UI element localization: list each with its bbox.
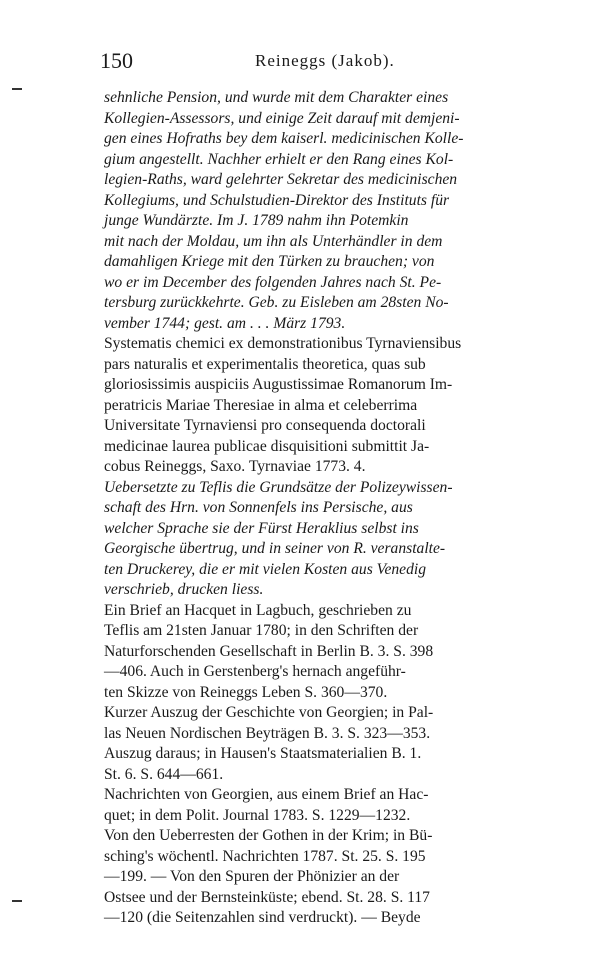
entry-line: Universitate Tyrnaviensi pro consequenda doctorali — [104, 417, 426, 434]
entry-line: sching's wöchentl. Nachrichten 1787. St. 25. S. 195 — [104, 847, 426, 865]
entry-line: schaft des Hrn. von Sonnenfels ins Persische, aus — [104, 499, 413, 516]
entry-line: peratricis Mariae Theresiae in alma et celeberrima — [104, 396, 418, 414]
text-line: Kollegiums, und Schulstudien-Direktor des Instituts für — [104, 191, 450, 209]
page-body — [104, 88, 560, 929]
text-line: tersburg zurückkehrte. Geb. zu Eisleben am 28sten No- — [104, 294, 449, 311]
entry-line: Von den Ueberresten der Gothen in der Krim; in Bü- — [104, 827, 433, 844]
text-line: legien-Raths, ward gelehrter Sekretar des medicinischen — [104, 171, 458, 188]
entry-line: —199. — Von den Spuren der Phönizier an der — [104, 868, 400, 885]
entry-line: Georgische übertrug, und in seiner von R. veranstalte- — [104, 540, 446, 557]
text-line: gen eines Hofraths bey dem kaiserl. medicinischen Kolle- — [104, 130, 464, 147]
text-line: gium angestellt. Nachher erhielt er den Rang eines Kol- — [104, 150, 454, 168]
entry-line: St. 6. S. 644—661. — [104, 765, 224, 783]
entry-line: Teflis am 21sten Januar 1780; in den Schriften der — [104, 622, 419, 639]
entry-line: quet; in dem Polit. Journal 1783. S. 1229—1232. — [104, 806, 411, 824]
entry-line: Ostsee und der Bernsteinküste; ebend. St. 28. S. 117 — [104, 888, 430, 906]
biography-continuation — [104, 88, 560, 334]
text-line: Kollegien-Assessors, und einige Zeit darauf mit demjeni- — [104, 109, 460, 127]
bibliography-entry — [104, 478, 560, 601]
text-line: wo er im December des folgenden Jahres nach St. Pe- — [104, 273, 442, 291]
bibliography-entry — [104, 601, 560, 704]
entry-line: Ein Brief an Hacquet in Lagbuch, geschrieben zu — [104, 601, 412, 619]
entry-line: —406. Auch in Gerstenberg's hernach angeführ- — [104, 663, 406, 680]
entry-line: Uebersetzte zu Teflis die Grundsätze der Polizeywissen- — [104, 478, 453, 496]
entry-line: gloriosissimis auspiciis Augustissimae Romanorum Im- — [104, 376, 453, 393]
text-line: damahligen Kriege mit den Türken zu brauchen; von — [104, 253, 435, 270]
entry-line: Systematis chemici ex demonstrationibus Tyrnaviensibus — [104, 335, 462, 352]
page-number: 150 — [100, 48, 133, 73]
text-line: vember 1744; gest. am . . . März 1793. — [104, 314, 346, 332]
entry-line: medicinae laurea publicae disquisitioni submittit Ja- — [104, 437, 430, 455]
text-line: junge Wundärzte. Im J. 1789 nahm ihn Potemkin — [104, 212, 409, 229]
bibliography-entry — [104, 703, 560, 785]
entry-line: welcher Sprache sie der Fürst Heraklius selbst ins — [104, 519, 419, 537]
entry-line: cobus Reineggs, Saxo. Tyrnaviae 1773. 4. — [104, 458, 366, 475]
entry-line: pars naturalis et experimentalis theoretica, quas sub — [104, 355, 426, 373]
entry-line: verschrieb, drucken liess. — [104, 581, 264, 598]
text-line: mit nach der Moldau, um ihn als Unterhändler in dem — [104, 232, 443, 250]
margin-mark — [12, 900, 22, 902]
entry-line: las Neuen Nordischen Beyträgen B. 3. S. 323—353. — [104, 724, 431, 742]
entry-line: Auszug daraus; in Hausen's Staatsmaterialien B. 1. — [104, 745, 422, 762]
entry-line: ten Skizze von Reineggs Leben S. 360—370. — [104, 683, 388, 701]
page-header — [100, 48, 560, 74]
bibliography-entry — [104, 785, 560, 826]
entry-line: Kurzer Auszug der Geschichte von Georgien; in Pal- — [104, 704, 434, 721]
running-head: Reineggs (Jakob). — [255, 51, 395, 70]
entry-line: Naturforschenden Gesellschaft in Berlin B. 3. S. 398 — [104, 642, 434, 660]
bibliography-entry — [104, 334, 560, 478]
entry-line: —120 (die Seitenzahlen sind verdruckt). — Beyde — [104, 909, 421, 926]
bibliography-entry — [104, 826, 560, 929]
margin-mark — [12, 88, 22, 90]
entry-line: ten Druckerey, die er mit vielen Kosten aus Venedig — [104, 560, 427, 578]
text-line: sehnliche Pension, und wurde mit dem Charakter eines — [104, 89, 449, 106]
entry-line: Nachrichten von Georgien, aus einem Brief an Hac- — [104, 786, 429, 803]
